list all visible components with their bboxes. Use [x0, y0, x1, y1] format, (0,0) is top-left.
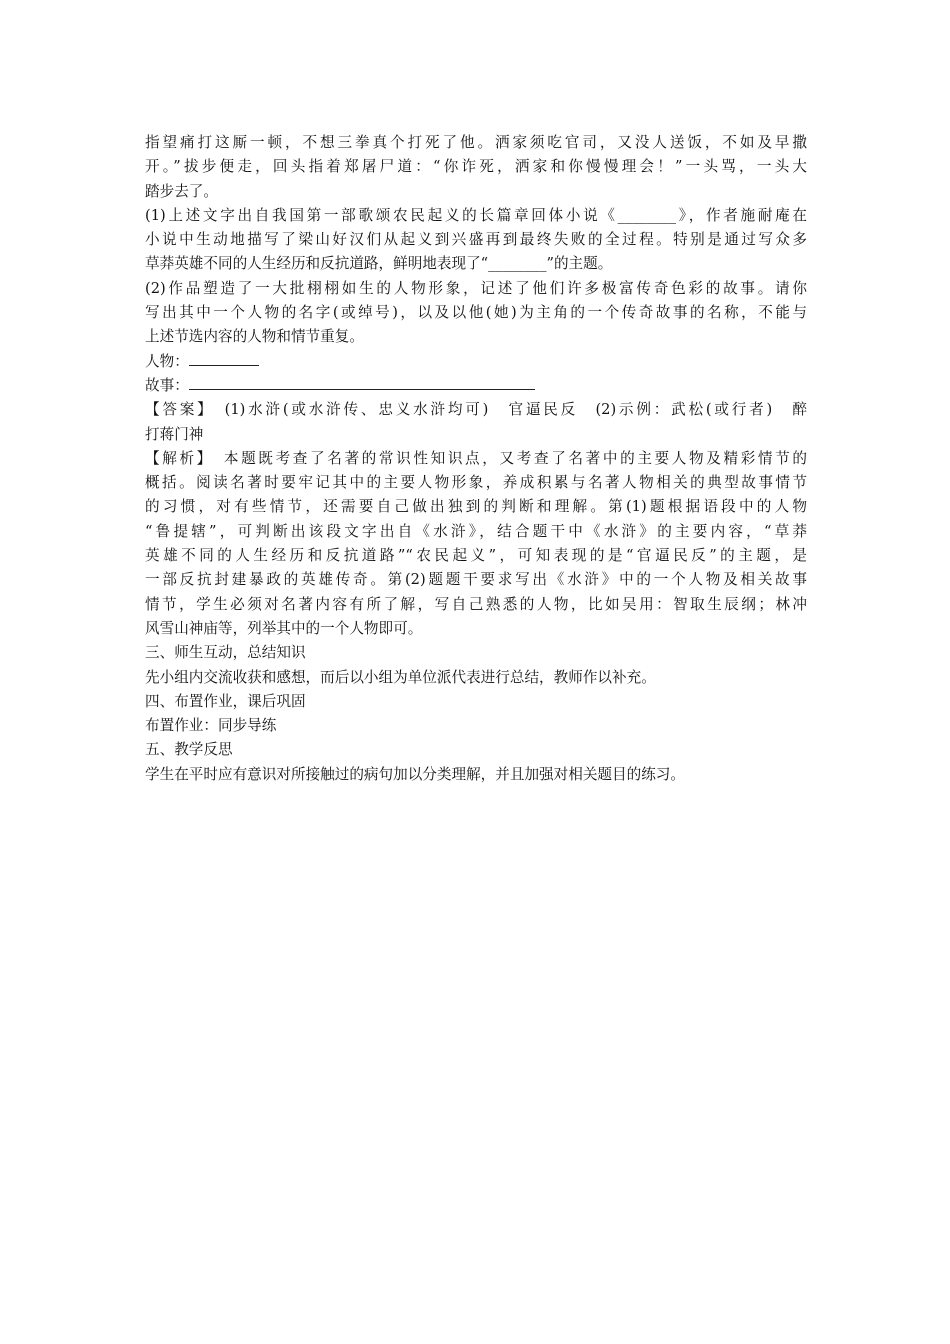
- analysis-line: 的习惯，对有些情节，还需要自己做出独到的判断和理解。第(1)题根据语段中的人物: [145, 498, 807, 516]
- person-blank: [189, 351, 259, 366]
- answer-block: [145, 398, 807, 447]
- question-1-line: 草莽英雄不同的人生经历和反抗道路，鲜明地表现了“________”的主题。: [145, 255, 613, 273]
- section-body: 布置作业：同步导练: [145, 717, 277, 735]
- question-1-line: (1)上述文字出自我国第一部歌颂农民起义的长篇章回体小说《________》，作者施耐庵在: [145, 206, 807, 224]
- analysis-line: 概括。阅读名著时要牢记其中的主要人物形象，养成积累与名著人物相关的典型故事情节: [145, 474, 807, 492]
- answer-line: 打蒋门神: [145, 425, 204, 443]
- question-1-line: 小说中生动地描写了梁山好汉们从起义到兴盛再到最终失败的全过程。特别是通过写众多: [145, 231, 807, 249]
- section-body: 学生在平时应有意识对所接触过的病句加以分类理解，并且加强对相关题目的练习。: [145, 765, 685, 783]
- question-2-line: 写出其中一个人物的名字(或绰号)，以及以他(她)为主角的一个传奇故事的名称，不能与: [145, 304, 807, 322]
- section-3: [145, 641, 807, 690]
- analysis-block: [145, 447, 807, 641]
- passage-line: 指望痛打这厮一顿，不想三拳真个打死了他。洒家须吃官司，又没人送饭，不如及早撒: [145, 134, 807, 151]
- passage-line: 踏步去了。: [145, 182, 218, 200]
- section-heading: 五、教学反思: [145, 741, 233, 759]
- person-answer-row: [145, 350, 807, 374]
- question-2: [145, 277, 807, 398]
- section-heading: 三、师生互动，总结知识: [145, 644, 306, 662]
- section-4: [145, 690, 807, 739]
- person-label: 人物：: [145, 352, 189, 370]
- answer-line: 【答案】 (1)水浒(或水浒传、忠义水浒均可) 官逼民反 (2)示例：武松(或行者) 醉: [145, 401, 807, 419]
- analysis-line: “鲁提辖”，可判断出该段文字出自《水浒》，结合题干中《水浒》的主要内容，“草莽: [145, 522, 807, 540]
- section-heading: 四、布置作业，课后巩固: [145, 692, 306, 710]
- question-1: [145, 204, 807, 277]
- analysis-line: 情节，学生必须对名著内容有所了解，写自己熟悉的人物，比如吴用：智取生辰纲；林冲: [145, 595, 807, 613]
- document-page: [145, 131, 807, 787]
- story-blank: [189, 375, 535, 390]
- analysis-line: 一部反抗封建暴政的英雄传奇。第(2)题题干要求写出《水浒》中的一个人物及相关故事: [145, 571, 807, 589]
- passage-line: 开。”拔步便走，回头指着郑屠尸道：“你诈死，洒家和你慢慢理会！”一头骂，一头大: [145, 158, 807, 176]
- section-body: 先小组内交流收获和感想，而后以小组为单位派代表进行总结，教师作以补充。: [145, 668, 656, 686]
- analysis-line: 【解析】 本题既考查了名著的常识性知识点，又考查了名著中的主要人物及精彩情节的: [145, 449, 807, 467]
- analysis-line: 英雄不同的人生经历和反抗道路”“农民起义”，可知表现的是“官逼民反”的主题，是: [145, 547, 807, 565]
- story-label: 故事：: [145, 376, 189, 394]
- analysis-line: 风雪山神庙等，列举其中的一个人物即可。: [145, 619, 423, 637]
- passage-excerpt: [145, 131, 807, 204]
- story-answer-row: [145, 374, 807, 398]
- question-2-line: 上述节选内容的人物和情节重复。: [145, 328, 364, 346]
- question-2-line: (2)作品塑造了一大批栩栩如生的人物形象，记述了他们许多极富传奇色彩的故事。请你: [145, 279, 807, 297]
- section-5: [145, 738, 807, 787]
